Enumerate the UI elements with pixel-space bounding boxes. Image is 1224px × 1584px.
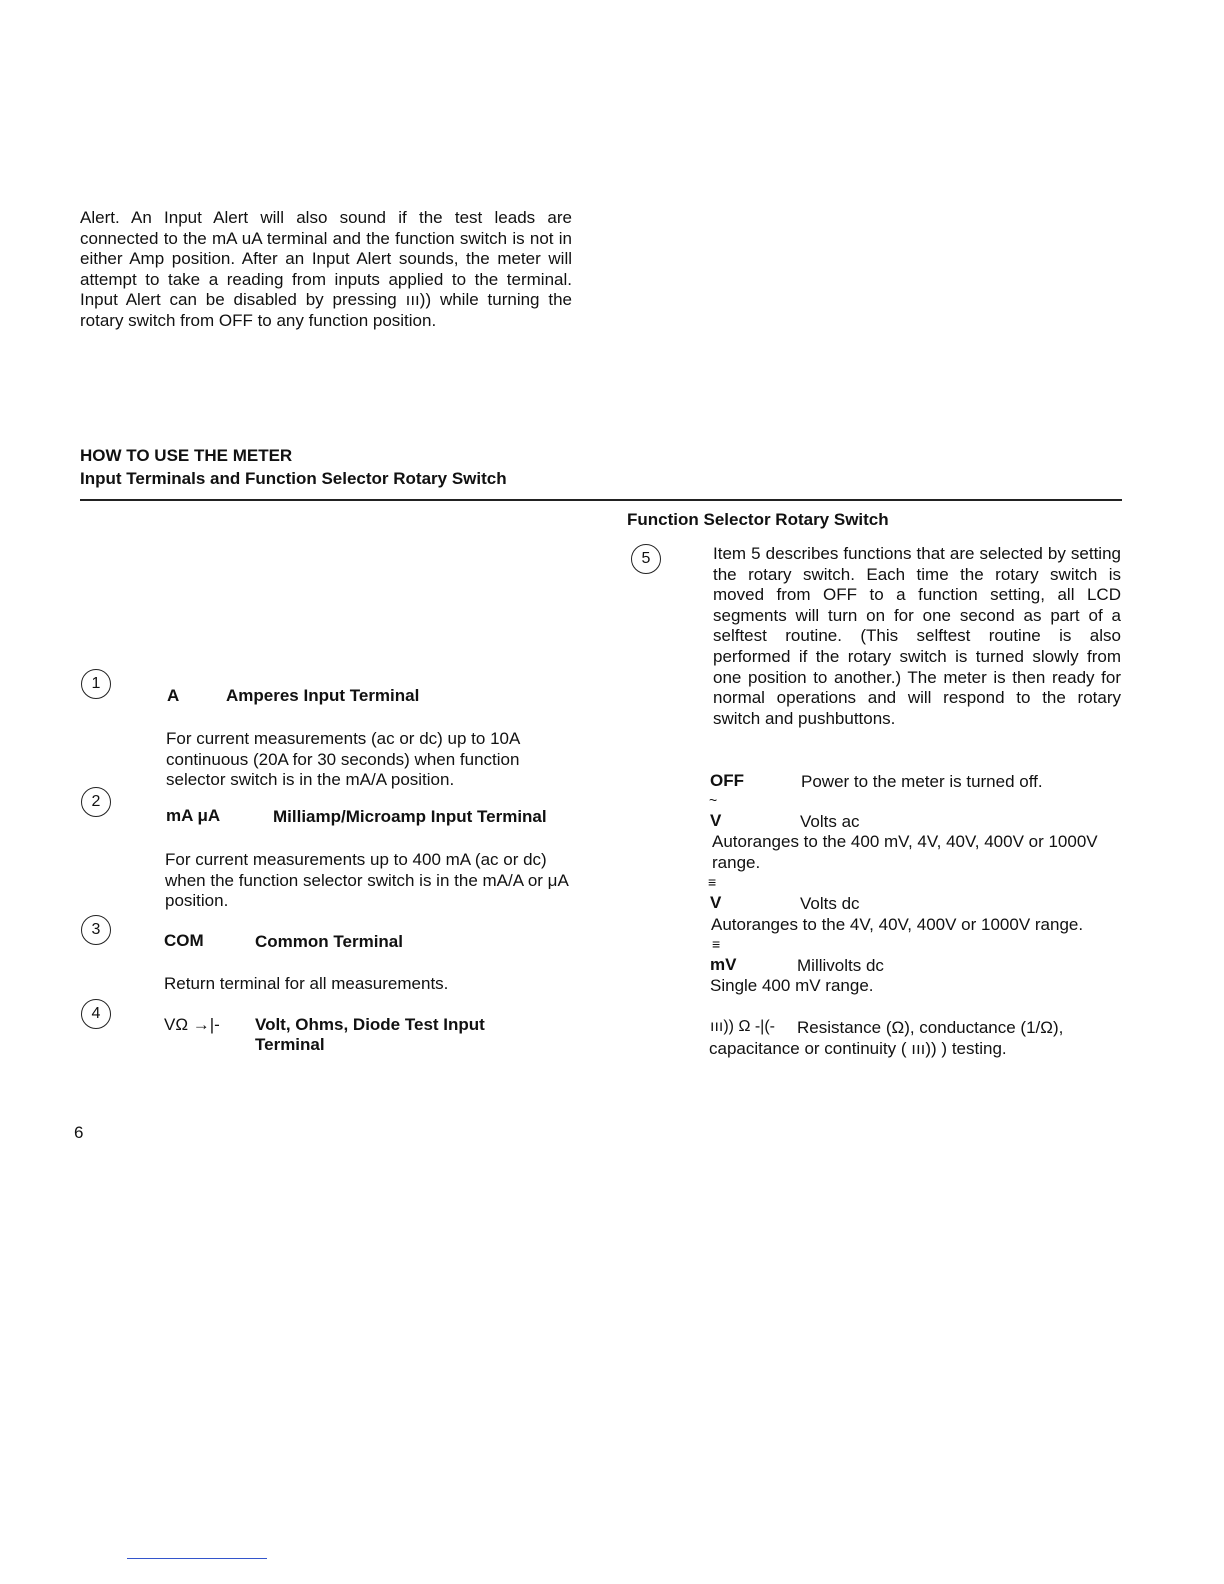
millivolts-detail: Single 400 mV range. (710, 976, 874, 995)
item-3-number: 3 (81, 915, 111, 945)
input-alert-paragraph: Alert. An Input Alert will also sound if the test leads are connected to the mA uA terminal and the function switch is not in either Amp position. After an Input Alert sounds, the meter will attempt to take a reading from inputs applied to the terminal. Input Alert can be disabled by pressing ııı)) while turning the rotary switch from OFF to any function position. (80, 208, 572, 330)
volts-ac-label: Volts ac (800, 812, 860, 831)
millivolts-label: Millivolts dc (797, 956, 884, 975)
resistance-symbols: ııı)) Ω -|(- (710, 1018, 775, 1035)
volts-ac-key: V (710, 811, 722, 830)
off-key: OFF (710, 771, 744, 790)
item-3-body: Return terminal for all measurements. (164, 974, 449, 993)
footer-rule (127, 1558, 267, 1559)
volts-dc-label: Volts dc (800, 894, 860, 913)
ac-wave-mark: ~ (709, 792, 718, 808)
item-2-title: Milliamp/Microamp Input Terminal (273, 807, 547, 826)
item-5-body: Item 5 describes functions that are selected by setting the rotary switch. Each time the rotary switch is moved from OFF to a function setting, all LCD segments will turn on for one second as part of a selftest routine. (This selftest routine is also performed if the rotary switch is turned slowly from one position to another.) The meter is then ready for normal operations and will respond to the rotary switch and pushbuttons. (713, 544, 1121, 728)
volts-ac-detail: Autoranges to the 400 mV, 4V, 40V, 400V or 1000V range. (712, 832, 1098, 872)
page-subtitle: Input Terminals and Function Selector Rotary Switch (80, 469, 507, 488)
dc-mark: ≡ (708, 874, 717, 890)
item-3-title: Common Terminal (255, 932, 403, 951)
item-4-symbol: VΩ →|- (164, 1015, 220, 1034)
item-4-number: 4 (81, 999, 111, 1029)
item-1-symbol: A (167, 686, 180, 705)
resistance-line-1: Resistance (Ω), conductance (1/Ω), (797, 1018, 1064, 1037)
header-divider (80, 499, 1122, 501)
resistance-line-2: capacitance or continuity ( ııı)) ) testing. (709, 1039, 1007, 1058)
item-2-body: For current measurements up to 400 mA (ac or dc) when the function selector switch is in the mA/A or μA position. (165, 850, 568, 911)
item-5-number: 5 (631, 544, 661, 574)
item-2-symbol: mA μA (166, 806, 221, 825)
item-1-number: 1 (81, 669, 111, 699)
millivolts-key: mV (710, 955, 737, 974)
volts-dc-key: V (710, 893, 722, 912)
item-1-body: For current measurements (ac or dc) up to 10A continuous (20A for 30 seconds) when function selector switch is in the mA/A position. (166, 729, 520, 790)
volts-dc-detail: Autoranges to the 4V, 40V, 400V or 1000V range. (711, 915, 1084, 934)
item-2-number: 2 (81, 787, 111, 817)
function-selector-heading: Function Selector Rotary Switch (627, 510, 889, 529)
page-number: 6 (74, 1123, 84, 1142)
item-3-symbol: COM (164, 931, 204, 950)
section-title: HOW TO USE THE METER (80, 446, 293, 465)
item-4-title: Volt, Ohms, Diode Test Input (255, 1015, 485, 1034)
off-description: Power to the meter is turned off. (801, 772, 1043, 791)
item-1-title: Amperes Input Terminal (226, 686, 420, 705)
item-4-title-line2: Terminal (255, 1035, 325, 1054)
mv-dc-mark: ≡ (712, 936, 721, 952)
